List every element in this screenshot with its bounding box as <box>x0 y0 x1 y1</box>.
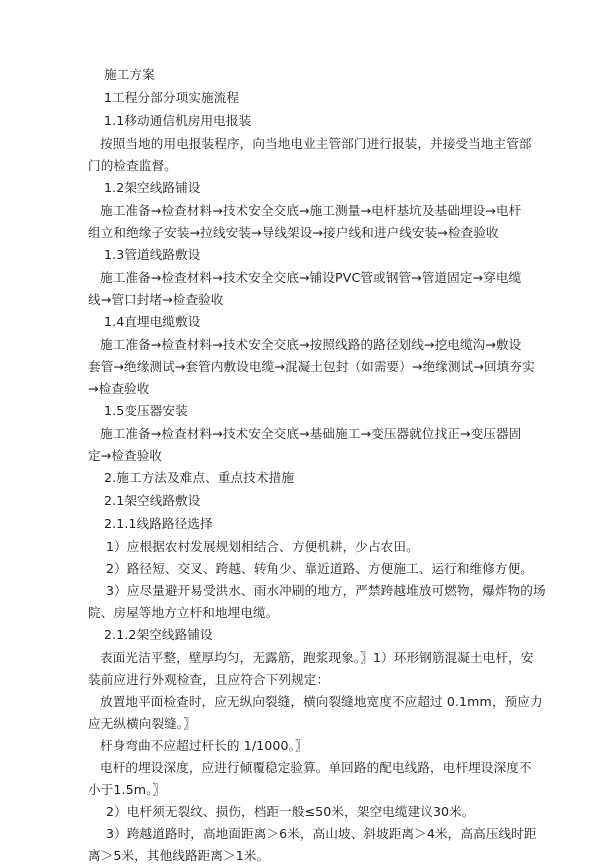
subsection-heading-1-5: 1.5变压器安装 <box>104 403 188 418</box>
list-item: 3）应尽量避开易受洪水、雨水冲刷的地方，严禁跨越堆放可燃物，爆炸物的场 <box>106 583 546 598</box>
subsection-heading-2-1-2: 2.1.2架空线路铺设 <box>104 627 213 642</box>
paragraph-line: 按照当地的用电报装程序，向当地电业主管部门进行报装，并接受当地主管部 <box>100 136 532 151</box>
subsection-heading-1-4: 1.4直埋电缆敷设 <box>104 314 201 329</box>
paragraph-line: 装前应进行外观检查，且应符合下列规定： <box>88 672 330 687</box>
paragraph-line: 电杆的埋设深度，应进行倾覆稳定验算。单回路的配电线路，电杆埋设深度不 <box>100 760 532 775</box>
document-body <box>88 64 546 867</box>
paragraph-line: 放置地平面检查时，应无纵向裂缝，横向裂缝地宽度不应超过 0.1mm，预应力 <box>100 694 543 709</box>
process-flow-line: 施工准备→检查材料→技术安全交底→基础施工→变压器就位找正→变压器固 <box>100 426 522 441</box>
process-flow-line: →检查验收 <box>88 381 150 396</box>
process-flow-line: 施工准备→检查材料→技术安全交底→铺设PVC管或钢管→管道固定→穿电缆 <box>100 270 522 285</box>
subsection-heading-2-1: 2.1架空线路敷设 <box>104 493 201 508</box>
subsection-heading-1-3: 1.3管道线路敷设 <box>104 247 201 262</box>
process-flow-line: 组立和绝缘子安装→拉线安装→导线架设→接户线和进户线安装→检查验收 <box>88 225 499 240</box>
paragraph-line: 门的检查监督。 <box>88 158 177 173</box>
list-item: 3）跨越道路时，高地面距离＞6米，高山坡、斜坡距离＞4米，高高压线时距 <box>106 826 537 841</box>
process-flow-line: 施工准备→检查材料→技术安全交底→施工测量→电杆基坑及基础埋设→电杆 <box>100 203 522 218</box>
document-title: 施工方案 <box>104 67 155 82</box>
paragraph-line: 杆身弯曲不应超过杆长的 1/1000。〗 <box>100 738 308 753</box>
list-item: 2）电杆须无裂纹、损伤，档距一般≤50米，架空电缆建议30米。 <box>106 804 475 819</box>
list-item: 2）路径短、交叉、跨越、转角少、靠近道路、方便施工、运行和维修方便。 <box>106 561 534 576</box>
process-flow-line: 施工准备→检查材料→技术安全交底→按照线路的路径划线→挖电缆沟→敷设 <box>100 337 522 352</box>
process-flow-line: 定→检查验收 <box>88 448 163 463</box>
subsection-heading-2-1-1: 2.1.1线路路径选择 <box>104 516 213 531</box>
subsection-heading-1-2: 1.2架空线路铺设 <box>104 180 201 195</box>
subsection-heading-1-1: 1.1移动通信机房用电报装 <box>104 113 252 128</box>
section-heading-1: 1工程分部分项实施流程 <box>104 90 240 105</box>
paragraph-line: 表面光洁平整，壁厚均匀，无露筋，跑浆现象。〗1）环形钢筋混凝土电杆，安 <box>100 650 534 665</box>
process-flow-line: 套管→绝缘测试→套管内敷设电缆→混凝土包封（如需要）→绝缘测试→回填夯实 <box>88 359 535 374</box>
list-item: 1）应根据农村发展规划相结合、方便机耕，少占农田。 <box>106 539 419 554</box>
list-item-continuation: 离＞5米，其他线路距离＞1米。 <box>88 848 270 863</box>
paragraph-line: 小于1.5m。〗 <box>88 782 166 797</box>
paragraph-line: 应无纵横向裂缝。〗 <box>88 716 196 731</box>
process-flow-line: 线→管口封堵→检查验收 <box>88 292 224 307</box>
list-item-continuation: 院、房屋等地方立杆和地埋电缆。 <box>88 605 279 620</box>
section-heading-2: 2.施工方法及难点、重点技术措施 <box>104 470 294 485</box>
